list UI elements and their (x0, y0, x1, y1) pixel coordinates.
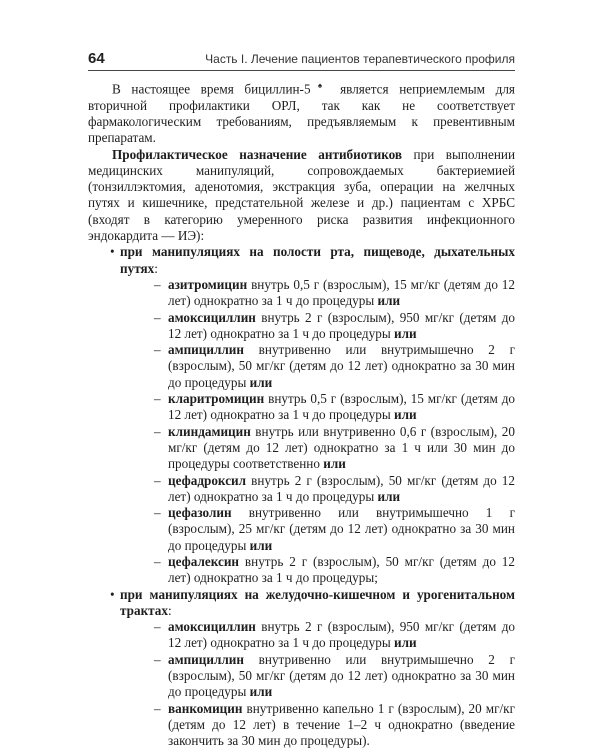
drug-conjunction: или (377, 488, 401, 504)
drug-dosage: внутрь или внутривенно 0,6 г (взрослым), 20 мг/кг (детям до 12 лет) однократно за 1 ч или 30 мин до процедуры соответственно (168, 423, 515, 472)
drug-list (120, 277, 515, 587)
drug-name: ампициллин (168, 651, 244, 667)
drug-dosage: внутрь 2 г (взрослым), 50 мг/кг (детям до 12 лет) однократно за 1 ч до процедуры; (168, 554, 515, 586)
drug-name: цефалексин (168, 554, 240, 569)
page-header (88, 50, 515, 71)
manipulation-groups (88, 244, 515, 749)
drug-item (120, 701, 515, 750)
drug-conjunction: или (393, 407, 417, 423)
drug-dosage: внутрь 0,5 г (взрослым), 15 мг/кг (детям до 12 лет) однократно за 1 ч до процедуры (168, 391, 515, 423)
drug-conjunction: или (323, 456, 346, 472)
drug-name: ванкомицин (168, 700, 243, 716)
group-heading-suffix: : (154, 260, 158, 276)
page-number: 64 (88, 50, 105, 67)
drug-item (120, 391, 515, 424)
bullet-marker: • (110, 244, 115, 260)
drug-conjunction: или (249, 537, 273, 553)
drug-name: клиндамицин (168, 423, 251, 439)
drug-item (120, 473, 515, 506)
drug-name: ампициллин (168, 342, 244, 358)
drug-item (120, 505, 515, 554)
drug-dosage: внутрь 2 г (взрослым), 50 мг/кг (детям до 12 лет) однократно за 1 ч до процедуры (168, 472, 515, 504)
dash-marker: – (154, 342, 161, 358)
drug-conjunction: или (393, 325, 417, 341)
drug-dosage: внутривенно или внутримышечно 1 г (взрослым), 25 мг/кг (детям до 12 лет) однократно за 30 мин до процедуры (168, 505, 515, 553)
drug-item (120, 424, 515, 473)
dash-marker: – (154, 554, 161, 569)
dash-marker: – (154, 309, 161, 325)
running-title: Часть I. Лечение пациентов терапевтического профиля (205, 52, 515, 66)
drug-dosage: внутривенно или внутримышечно 2 г (взрослым), 50 мг/кг (детям до 12 лет) однократно за 30 мин до процедуры (168, 342, 515, 390)
intro-paragraph (88, 78, 515, 147)
dash-marker: – (154, 276, 161, 292)
intro-rest: является неприемлемым для вторичной профилактики ОРЛ, так как не соответствует фармакологическим требованиям, предъявляемым к превентивным препаратам. (88, 81, 515, 146)
group-gi-urogenital (88, 587, 515, 750)
drug-dosage: внутривенно или внутримышечно 2 г (взрослым), 50 мг/кг (детям до 12 лет) однократно за 30 мин до процедуры (168, 651, 515, 700)
dash-marker: – (154, 423, 161, 439)
drug-item (120, 554, 515, 587)
group-heading: при манипуляциях на полости рта, пищеводе, дыхательных путях (120, 244, 515, 276)
drug-conjunction: или (393, 635, 417, 651)
intro-text: В настоящее время бициллин-5 (112, 81, 311, 97)
dash-marker: – (154, 472, 161, 488)
trademark-mark: ♠ (310, 81, 330, 90)
prophylaxis-term: Профилактическое назначение антибиотиков (112, 146, 403, 162)
prophylaxis-text: при выполнении медицинских манипуляций, сопровождаемых бактериемией (тонзиллэктомия, аденотомия, экстракция зуба, операции на желчных путях и кишечнике, предстательной железе и др.) пациентам с ХРБС (входят в категорию умеренного риска развития инфекционного эндокардита — ИЭ): (88, 146, 516, 244)
drug-item (120, 342, 515, 391)
group-oral-respiratory (88, 244, 515, 586)
dash-marker: – (154, 619, 161, 635)
prophylaxis-paragraph (88, 147, 515, 245)
drug-conjunction: или (377, 293, 401, 309)
drug-dosage: внутривенно капельно 1 г (взрослым), 20 мг/кг (детям до 12 лет) в течение 1–2 ч однократно (введение закончить за 30 мин до процедуры). (168, 700, 515, 749)
drug-dosage: внутрь 2 г (взрослым), 950 мг/кг (детям до 12 лет) однократно за 1 ч до процедуры (168, 309, 515, 341)
drug-conjunction: или (249, 374, 273, 390)
drug-name: цефадроксил (168, 472, 247, 488)
dash-marker: – (154, 391, 161, 407)
drug-name: амоксициллин (168, 309, 256, 325)
dash-marker: – (154, 505, 161, 521)
drug-name: цефазолин (168, 505, 232, 521)
dash-marker: – (154, 651, 161, 667)
drug-name: азитромицин (168, 276, 248, 292)
group-heading: при манипуляциях на желудочно-кишечном и урогенитальном трактах (120, 586, 515, 618)
bullet-marker: • (110, 586, 115, 602)
drug-dosage: внутрь 0,5 г (взрослым), 15 мг/кг (детям до 12 лет) однократно за 1 ч до процедуры (168, 276, 515, 309)
drug-item (120, 619, 515, 652)
drug-list (120, 619, 515, 749)
drug-dosage: внутрь 2 г (взрослым), 950 мг/кг (детям до 12 лет) однократно за 1 ч до процедуры (168, 619, 515, 651)
group-heading-suffix: : (168, 602, 172, 618)
dash-marker: – (154, 700, 161, 716)
body-text (88, 78, 515, 750)
drug-item (120, 652, 515, 701)
drug-conjunction: или (249, 684, 273, 700)
drug-item (120, 277, 515, 310)
drug-name: амоксициллин (168, 619, 256, 635)
drug-name: кларитромицин (168, 391, 265, 407)
drug-item (120, 310, 515, 343)
